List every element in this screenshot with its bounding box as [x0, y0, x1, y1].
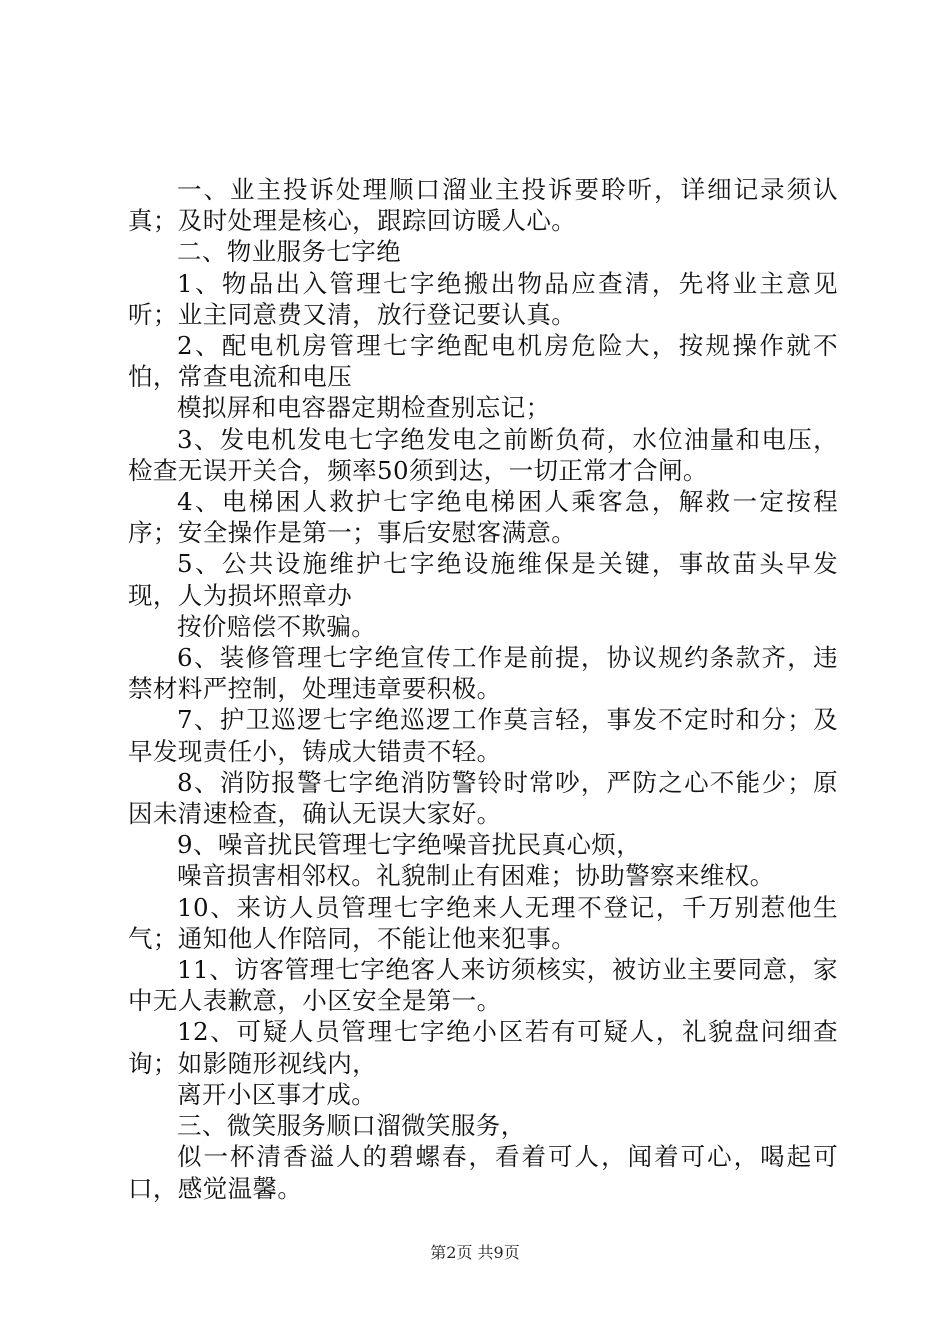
paragraph-item-5: 5、公共设施维护七字绝设施维保是关键，事故苗头早发现，人为损坏照章办	[128, 549, 838, 610]
paragraph-item-7: 7、护卫巡逻七字绝巡逻工作莫言轻，事发不定时和分；及早发现责任小，铸成大错责不轻。	[128, 705, 838, 766]
paragraph-item-3: 3、发电机发电七字绝发电之前断负荷，水位油量和电压，检查无误开关合，频率50须到达，一切正常才合闸。	[128, 424, 838, 485]
paragraph-item-11: 11、访客管理七字绝客人来访须核实，被访业主要同意，家中无人表歉意，小区安全是第一。	[128, 955, 838, 1016]
paragraph-item-5-continued: 按价赔偿不欺骗。	[177, 611, 377, 641]
section-heading-smile-service: 三、微笑服务顺口溜微笑服务，	[177, 1111, 526, 1141]
paragraph-item-10: 10、来访人员管理七字绝来人无理不登记，千万别惹他生气；通知他人作陪同，不能让他来犯事。	[128, 892, 838, 953]
paragraph-item-9-continued: 噪音损害相邻权。礼貌制止有困难；协助警察来维权。	[177, 861, 775, 891]
paragraph-item-8: 8、消防报警七字绝消防警铃时常吵，严防之心不能少；原因未清速检查，确认无误大家好。	[128, 767, 838, 829]
section-heading-property-service: 二、物业服务七字绝	[177, 237, 402, 267]
paragraph-item-12: 12、可疑人员管理七字绝小区若有可疑人，礼貌盘问细查询；如影随形视线内，	[128, 1017, 838, 1078]
paragraph-item-2-continued: 模拟屏和电容器定期检查别忘记；	[177, 393, 551, 423]
paragraph-item-1: 1、物品出入管理七字绝搬出物品应查清，先将业主意见听；业主同意费又清，放行登记要认真。	[128, 268, 838, 329]
paragraph-item-12-continued: 离开小区事才成。	[177, 1079, 377, 1109]
paragraph-item-4: 4、电梯困人救护七字绝电梯困人乘客急，解救一定按程序；安全操作是第一；事后安慰客满意。	[128, 487, 838, 548]
paragraph-item-9: 9、噪音扰民管理七字绝噪音扰民真心烦，	[177, 830, 642, 860]
paragraph-complaint-handling: 一、业主投诉处理顺口溜业主投诉要聆听，详细记录须认真；及时处理是核心，跟踪回访暖人心。	[128, 175, 838, 236]
page-number-footer: 第2页 共9页	[430, 1243, 520, 1262]
paragraph-smile-service: 似一杯清香溢人的碧螺春，看着可人，闻着可心，喝起可口，感觉温馨。	[128, 1142, 838, 1203]
paragraph-item-2: 2、配电机房管理七字绝配电机房危险大，按规操作就不怕，常查电流和电压	[128, 331, 838, 392]
document-body	[128, 174, 838, 1204]
paragraph-item-6: 6、装修管理七字绝宣传工作是前提，协议规约条款齐，违禁材料严控制，处理违章要积极。	[128, 643, 838, 704]
